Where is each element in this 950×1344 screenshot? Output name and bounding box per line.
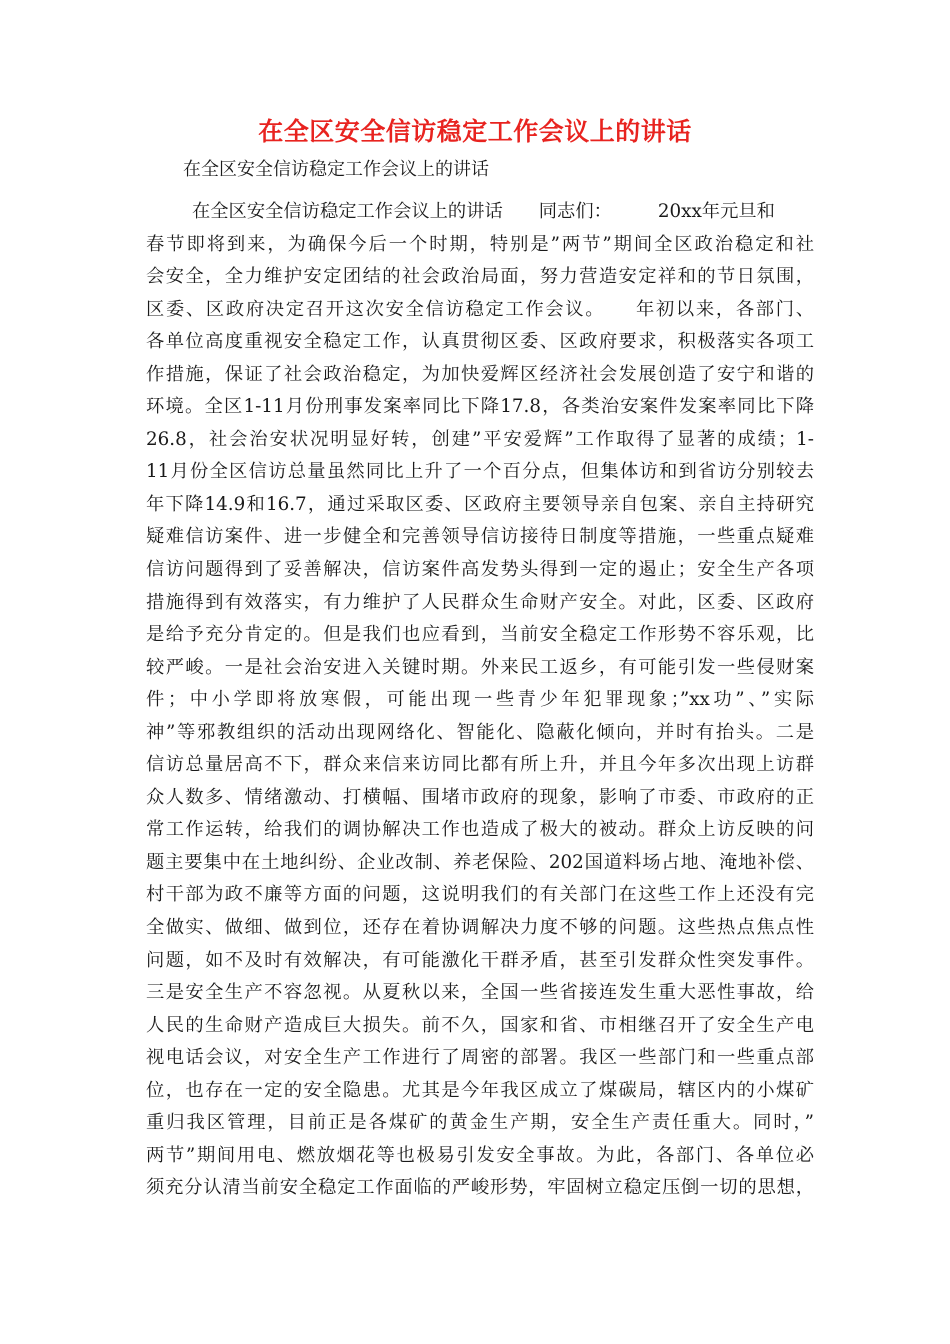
- body-segment: 在全区安全信访稳定工作会议上的讲话: [192, 201, 503, 222]
- document-subtitle: 在全区安全信访稳定工作会议上的讲话: [183, 159, 489, 180]
- body-line: 视电话会议，对安全生产工作进行了周密的部署。我区一些部门和一些重点部: [146, 1047, 814, 1069]
- body-line: 神”等邪教组织的活动出现网络化、智能化、隐蔽化倾向，并时有抬头。二是: [146, 721, 814, 743]
- body-line: 三是安全生产不容忽视。从夏秋以来，全国一些省接连发生重大恶性事故，给: [146, 982, 814, 1004]
- body-line: 信访问题得到了妥善解决，信访案件高发势头得到一定的遏止；安全生产各项: [146, 559, 814, 581]
- body-line: 是给予充分肯定的。但是我们也应看到，当前安全稳定工作形势不容乐观，比: [146, 624, 814, 646]
- body-segment: 同志们：: [538, 201, 612, 222]
- body-line: 村干部为政不廉等方面的问题，这说明我们的有关部门在这些工作上还没有完: [146, 884, 814, 906]
- body-line: 常工作运转，给我们的调协解决工作也造成了极大的被动。群众上访反映的问: [146, 819, 814, 841]
- body-line: 作措施，保证了社会政治稳定，为加快爱辉区经济社会发展创造了安宁和谐的: [146, 363, 814, 385]
- document-title: 在全区安全信访稳定工作会议上的讲话: [258, 117, 692, 146]
- body-line: 疑难信访案件、进一步健全和完善领导信访接待日制度等措施，一些重点疑难: [146, 526, 814, 548]
- body-line: 题主要集中在土地纠纷、企业改制、养老保险、202国道料场占地、淹地补偿、: [146, 851, 814, 873]
- body-line: 位，也存在一定的安全隐患。尤其是今年我区成立了煤碳局，辖区内的小煤矿: [146, 1079, 814, 1101]
- body-line: 11月份全区信访总量虽然同比上升了一个百分点，但集体访和到省访分别较去: [146, 461, 814, 483]
- document-body: [146, 196, 814, 1205]
- body-line: 较严峻。一是社会治安进入关键时期。外来民工返乡，有可能引发一些侵财案: [146, 656, 814, 678]
- body-line: 众人数多、情绪激动、打横幅、围堵市政府的现象，影响了市委、市政府的正: [146, 786, 814, 808]
- body-line: 措施得到有效落实，有力维护了人民群众生命财产安全。对此，区委、区政府: [146, 591, 814, 613]
- body-line: 信访总量居高不下，群众来信来访同比都有所上升，并且今年多次出现上访群: [146, 754, 814, 776]
- body-line: 春节即将到来，为确保今后一个时期，特别是”两节”期间全区政治稳定和社: [146, 233, 814, 255]
- body-line: 人民的生命财产造成巨大损失。前不久，国家和省、市相继召开了安全生产电: [146, 1014, 814, 1036]
- body-line: 26.8，社会治安状况明显好转，创建”平安爱辉”工作取得了显著的成绩；1-: [146, 428, 814, 450]
- body-line: [146, 196, 814, 229]
- body-line: 全做实、做细、做到位，还存在着协调解决力度不够的问题。这些热点焦点性: [146, 917, 814, 939]
- body-line: 环境。全区1-11月份刑事发案率同比下降17.8，各类治安案件发案率同比下降: [146, 396, 814, 418]
- body-line: 两节”期间用电、燃放烟花等也极易引发安全事故。为此，各部门、各单位必: [146, 1144, 814, 1166]
- body-line: 会安全，全力维护安定团结的社会政治局面，努力营造安定祥和的节日氛围，: [146, 266, 814, 288]
- body-line: 区委、区政府决定召开这次安全信访稳定工作会议。 年初以来，各部门、: [146, 298, 814, 320]
- body-line: 各单位高度重视安全稳定工作，认真贯彻区委、区政府要求，积极落实各项工: [146, 331, 814, 353]
- body-line: 年下降14.9和16.7，通过采取区委、区政府主要领导亲自包案、亲自主持研究: [146, 493, 814, 515]
- body-line: 件；中小学即将放寒假，可能出现一些青少年犯罪现象；”xx功”、”实际: [146, 689, 814, 711]
- body-segment: 20xx年元旦和: [657, 201, 775, 222]
- body-line: 问题，如不及时有效解决，有可能激化干群矛盾，甚至引发群众性突发事件。: [146, 949, 814, 971]
- body-line: 重归我区管理，目前正是各煤矿的黄金生产期，安全生产责任重大。同时，”: [146, 1112, 814, 1134]
- body-line: 须充分认清当前安全稳定工作面临的严峻形势，牢固树立稳定压倒一切的思想，: [146, 1177, 814, 1199]
